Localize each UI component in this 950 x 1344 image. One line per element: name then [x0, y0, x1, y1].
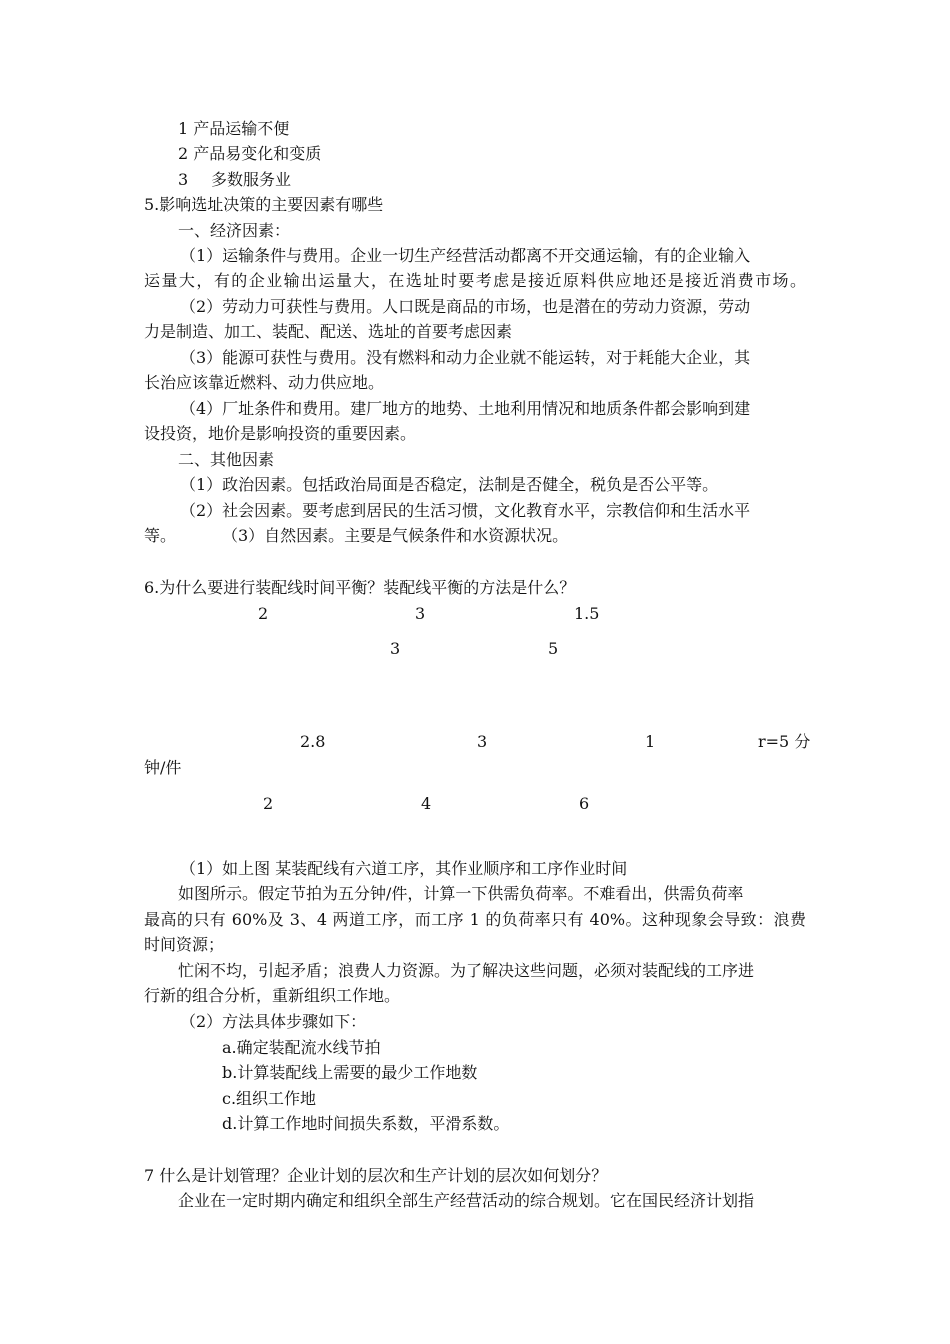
- q6-answer1-line2: 如图所示。假定节拍为五分钟/件，计算一下供需负荷率。不难看出，供需负荷率: [178, 884, 744, 903]
- diagram-node-time: 3: [477, 732, 488, 751]
- q5-point1-line1: （1）运输条件与费用。企业一切生产经营活动都离不开交通运输，有的企业输入: [180, 246, 751, 265]
- list-item-1: 1 产品运输不便: [178, 119, 290, 138]
- q7-paragraph-line1: 企业在一定时期内确定和组织全部生产经营活动的综合规划。它在国民经济计划指: [178, 1191, 755, 1210]
- q6-step: c.组织工作地: [222, 1089, 317, 1108]
- diagram-node-id: 2: [263, 794, 274, 813]
- diagram-node-time: 3: [390, 639, 401, 658]
- q5-point7: （3）自然因素。主要是气候条件和水资源状况。: [222, 526, 569, 545]
- q5-heading: 5.影响选址决策的主要因素有哪些: [144, 195, 384, 214]
- q6-step: d.计算工作地时间损失系数，平滑系数。: [222, 1114, 510, 1133]
- q5-point3-line2: 长治应该靠近燃料、动力供应地。: [144, 373, 385, 392]
- diagram-node-time: 1: [645, 732, 656, 751]
- q5-point3-line1: （3）能源可获性与费用。没有燃料和动力企业就不能运转，对于耗能大企业，其: [180, 348, 751, 367]
- q7-heading: 7 什么是计划管理？企业计划的层次和生产计划的层次如何划分？: [144, 1166, 608, 1185]
- q6-step: b.计算装配线上需要的最少工作地数: [222, 1063, 478, 1082]
- q5-point4-line2: 设投资，地价是影响投资的重要因素。: [144, 424, 417, 443]
- q6-heading: 6.为什么要进行装配线时间平衡？装配线平衡的方法是什么？: [144, 578, 576, 597]
- list-item-2: 2 产品易变化和变质: [178, 144, 322, 163]
- q6-step: a.确定装配流水线节拍: [222, 1038, 381, 1057]
- list-item-3-number: 3: [178, 170, 189, 189]
- q6-answer1-line1: （1）如上图 某装配线有六道工序，其作业顺序和工序作业时间: [180, 859, 628, 878]
- q5-point5: （1）政治因素。包括政治局面是否稳定，法制是否健全，税负是否公平等。: [180, 475, 719, 494]
- q5-point6-line1: （2）社会因素。要考虑到居民的生活习惯，文化教育水平，宗教信仰和生活水平: [180, 501, 751, 520]
- q5-point4-line1: （4）厂址条件和费用。建厂地方的地势、土地利用情况和地质条件都会影响到建: [180, 399, 751, 418]
- q5-section-economic: 一、经济因素：: [178, 221, 291, 240]
- q5-point2-line1: （2）劳动力可获性与费用。人口既是商品的市场，也是潜在的劳动力资源，劳动: [180, 297, 751, 316]
- q6-answer1-line4: 时间资源；: [144, 935, 225, 954]
- diagram-node-time: 2.8: [300, 732, 326, 751]
- diagram-takt-unit: 钟/件: [144, 758, 182, 777]
- q6-answer1-line3: 最高的只有 60%及 3、4 两道工序，而工序 1 的负荷率只有 40%。这种现象会导致：浪费: [144, 910, 806, 929]
- diagram-node-id: 6: [579, 794, 590, 813]
- q6-answer1-line6: 行新的组合分析，重新组织工作地。: [144, 986, 401, 1005]
- diagram-node-time: 5: [548, 639, 559, 658]
- diagram-node-id: 4: [421, 794, 432, 813]
- q5-point6-line2a: 等。: [144, 526, 177, 545]
- q6-answer2: （2）方法具体步骤如下：: [180, 1012, 367, 1031]
- diagram-takt-label: r=5 分: [758, 732, 811, 751]
- q5-point1-line2: 运量大，有的企业输出运量大，在选址时要考虑是接近原料供应地还是接近消费市场。: [144, 271, 806, 290]
- q5-point2-line2: 力是制造、加工、装配、配送、选址的首要考虑因素: [144, 322, 513, 341]
- q5-section-other: 二、其他因素: [178, 450, 275, 469]
- diagram-node-time: 1.5: [574, 604, 600, 623]
- diagram-node-time: 3: [415, 604, 426, 623]
- q6-answer1-line5: 忙闲不均，引起矛盾；浪费人力资源。为了解决这些问题，必须对装配线的工序进: [178, 961, 755, 980]
- list-item-3-text: 多数服务业: [211, 170, 292, 189]
- diagram-node-time: 2: [258, 604, 269, 623]
